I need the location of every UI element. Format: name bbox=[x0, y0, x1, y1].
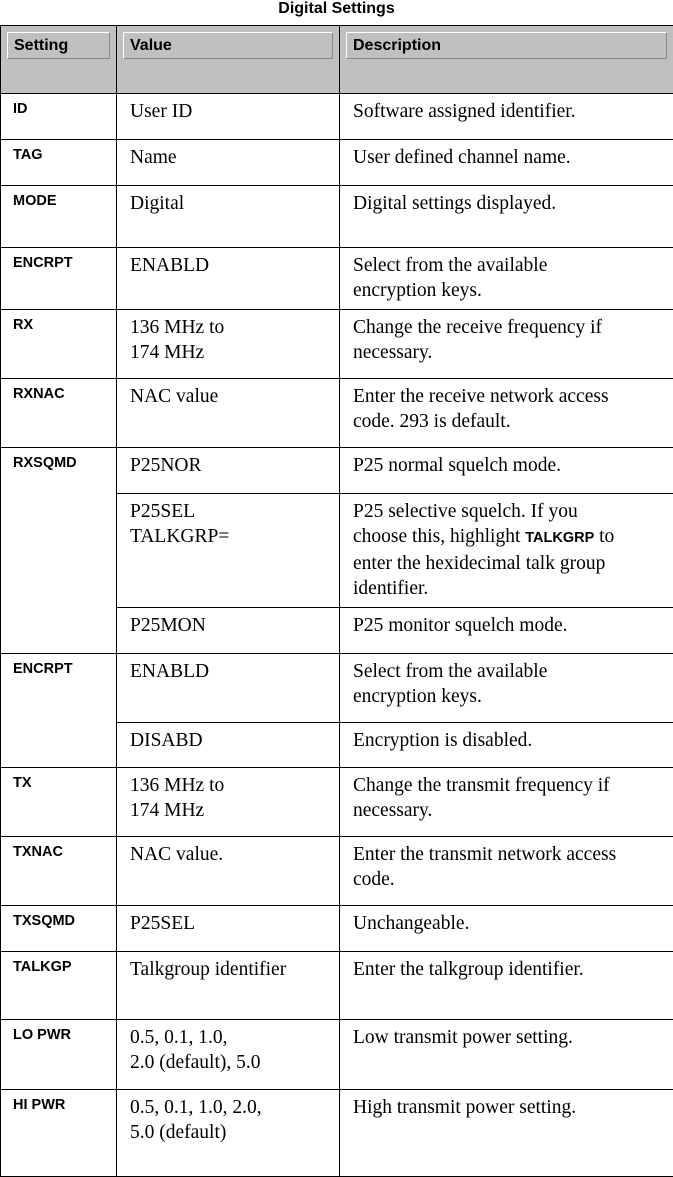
description-line: code. bbox=[353, 867, 667, 892]
description-cell: Low transmit power setting. bbox=[340, 1020, 673, 1090]
table-row bbox=[1, 837, 673, 906]
description-cell: P25 monitor squelch mode. bbox=[340, 608, 673, 654]
setting-cell: RX bbox=[1, 310, 117, 379]
description-cell: P25 normal squelch mode. bbox=[340, 448, 673, 494]
value-cell: Talkgroup identifier bbox=[117, 952, 340, 1020]
value-cell: NAC value. bbox=[117, 837, 340, 906]
description-cell: Enter the talkgroup identifier. bbox=[340, 952, 673, 1020]
description-cell: Software assigned identifier. bbox=[340, 94, 673, 140]
value-cell: ENABLD bbox=[117, 654, 340, 723]
value-line: 174 MHz bbox=[130, 798, 333, 823]
table-row bbox=[1, 448, 673, 494]
value-line: 5.0 (default) bbox=[130, 1120, 333, 1145]
table-row bbox=[1, 654, 673, 723]
description-text: choose this, highlight bbox=[353, 526, 525, 547]
setting-cell: MODE bbox=[1, 186, 117, 248]
description-cell bbox=[340, 768, 673, 837]
value-cell: Digital bbox=[117, 186, 340, 248]
value-cell: P25MON bbox=[117, 608, 340, 654]
description-cell bbox=[340, 837, 673, 906]
table-row bbox=[1, 379, 673, 448]
value-line: 136 MHz to bbox=[130, 773, 333, 798]
value-line: P25SEL bbox=[130, 499, 333, 524]
table-row bbox=[1, 906, 673, 952]
description-cell bbox=[340, 494, 673, 608]
value-cell: P25NOR bbox=[117, 448, 340, 494]
description-line: Enter the transmit network access bbox=[353, 842, 667, 867]
value-line: 174 MHz bbox=[130, 340, 333, 365]
description-line: encryption keys. bbox=[353, 278, 667, 303]
setting-cell: ID bbox=[1, 94, 117, 140]
description-cell bbox=[340, 310, 673, 379]
description-line: necessary. bbox=[353, 340, 667, 365]
description-line: code. 293 is default. bbox=[353, 409, 667, 434]
description-line: P25 selective squelch. If you bbox=[353, 499, 667, 524]
value-cell: User ID bbox=[117, 94, 340, 140]
header-value: Value bbox=[117, 26, 340, 94]
table-row bbox=[1, 1090, 673, 1177]
setting-cell: LO PWR bbox=[1, 1020, 117, 1090]
setting-cell: TALKGP bbox=[1, 952, 117, 1020]
setting-cell: RXNAC bbox=[1, 379, 117, 448]
value-line: TALKGRP= bbox=[130, 524, 333, 549]
value-cell: Name bbox=[117, 140, 340, 186]
setting-cell: ENCRPT bbox=[1, 248, 117, 310]
description-cell bbox=[340, 248, 673, 310]
value-cell: P25SEL bbox=[117, 906, 340, 952]
description-cell bbox=[340, 654, 673, 723]
header-description: Description bbox=[340, 26, 673, 94]
setting-cell: TX bbox=[1, 768, 117, 837]
header-row bbox=[1, 26, 673, 94]
value-line: 0.5, 0.1, 1.0, bbox=[130, 1025, 333, 1050]
description-cell: Unchangeable. bbox=[340, 906, 673, 952]
table-row bbox=[1, 186, 673, 248]
description-line: Select from the available bbox=[353, 253, 667, 278]
table-row bbox=[1, 310, 673, 379]
setting-cell: TXSQMD bbox=[1, 906, 117, 952]
value-cell bbox=[117, 768, 340, 837]
description-cell bbox=[340, 379, 673, 448]
setting-cell: TXNAC bbox=[1, 837, 117, 906]
value-cell bbox=[117, 494, 340, 608]
value-line: 2.0 (default), 5.0 bbox=[130, 1050, 333, 1075]
description-line: identifier. bbox=[353, 576, 667, 601]
talkgrp-keyword: TALKGRP bbox=[525, 530, 594, 546]
description-cell: Encryption is disabled. bbox=[340, 723, 673, 768]
description-line: enter the hexidecimal talk group bbox=[353, 551, 667, 576]
table-row bbox=[1, 140, 673, 186]
description-line: Enter the receive network access bbox=[353, 384, 667, 409]
description-line: encryption keys. bbox=[353, 684, 667, 709]
value-cell bbox=[117, 1020, 340, 1090]
value-line: 0.5, 0.1, 1.0, 2.0, bbox=[130, 1095, 333, 1120]
description-line bbox=[353, 524, 667, 551]
digital-settings-table bbox=[0, 25, 673, 1177]
description-cell: User defined channel name. bbox=[340, 140, 673, 186]
value-cell bbox=[117, 310, 340, 379]
value-cell bbox=[117, 1090, 340, 1177]
header-setting: Setting bbox=[1, 26, 117, 94]
table-row bbox=[1, 94, 673, 140]
setting-cell: HI PWR bbox=[1, 1090, 117, 1177]
description-line: necessary. bbox=[353, 798, 667, 823]
description-line: Change the receive frequency if bbox=[353, 315, 667, 340]
value-cell: DISABD bbox=[117, 723, 340, 768]
description-cell: High transmit power setting. bbox=[340, 1090, 673, 1177]
value-cell: NAC value bbox=[117, 379, 340, 448]
value-cell: ENABLD bbox=[117, 248, 340, 310]
table-title: Digital Settings bbox=[0, 0, 673, 20]
description-line: Change the transmit frequency if bbox=[353, 773, 667, 798]
description-text: to bbox=[594, 526, 614, 547]
setting-cell: RXSQMD bbox=[1, 448, 117, 654]
description-line: Select from the available bbox=[353, 659, 667, 684]
table-row bbox=[1, 1020, 673, 1090]
table-row bbox=[1, 768, 673, 837]
table-row bbox=[1, 248, 673, 310]
description-cell: Digital settings displayed. bbox=[340, 186, 673, 248]
value-line: 136 MHz to bbox=[130, 315, 333, 340]
setting-cell: TAG bbox=[1, 140, 117, 186]
table-row bbox=[1, 952, 673, 1020]
setting-cell: ENCRPT bbox=[1, 654, 117, 768]
